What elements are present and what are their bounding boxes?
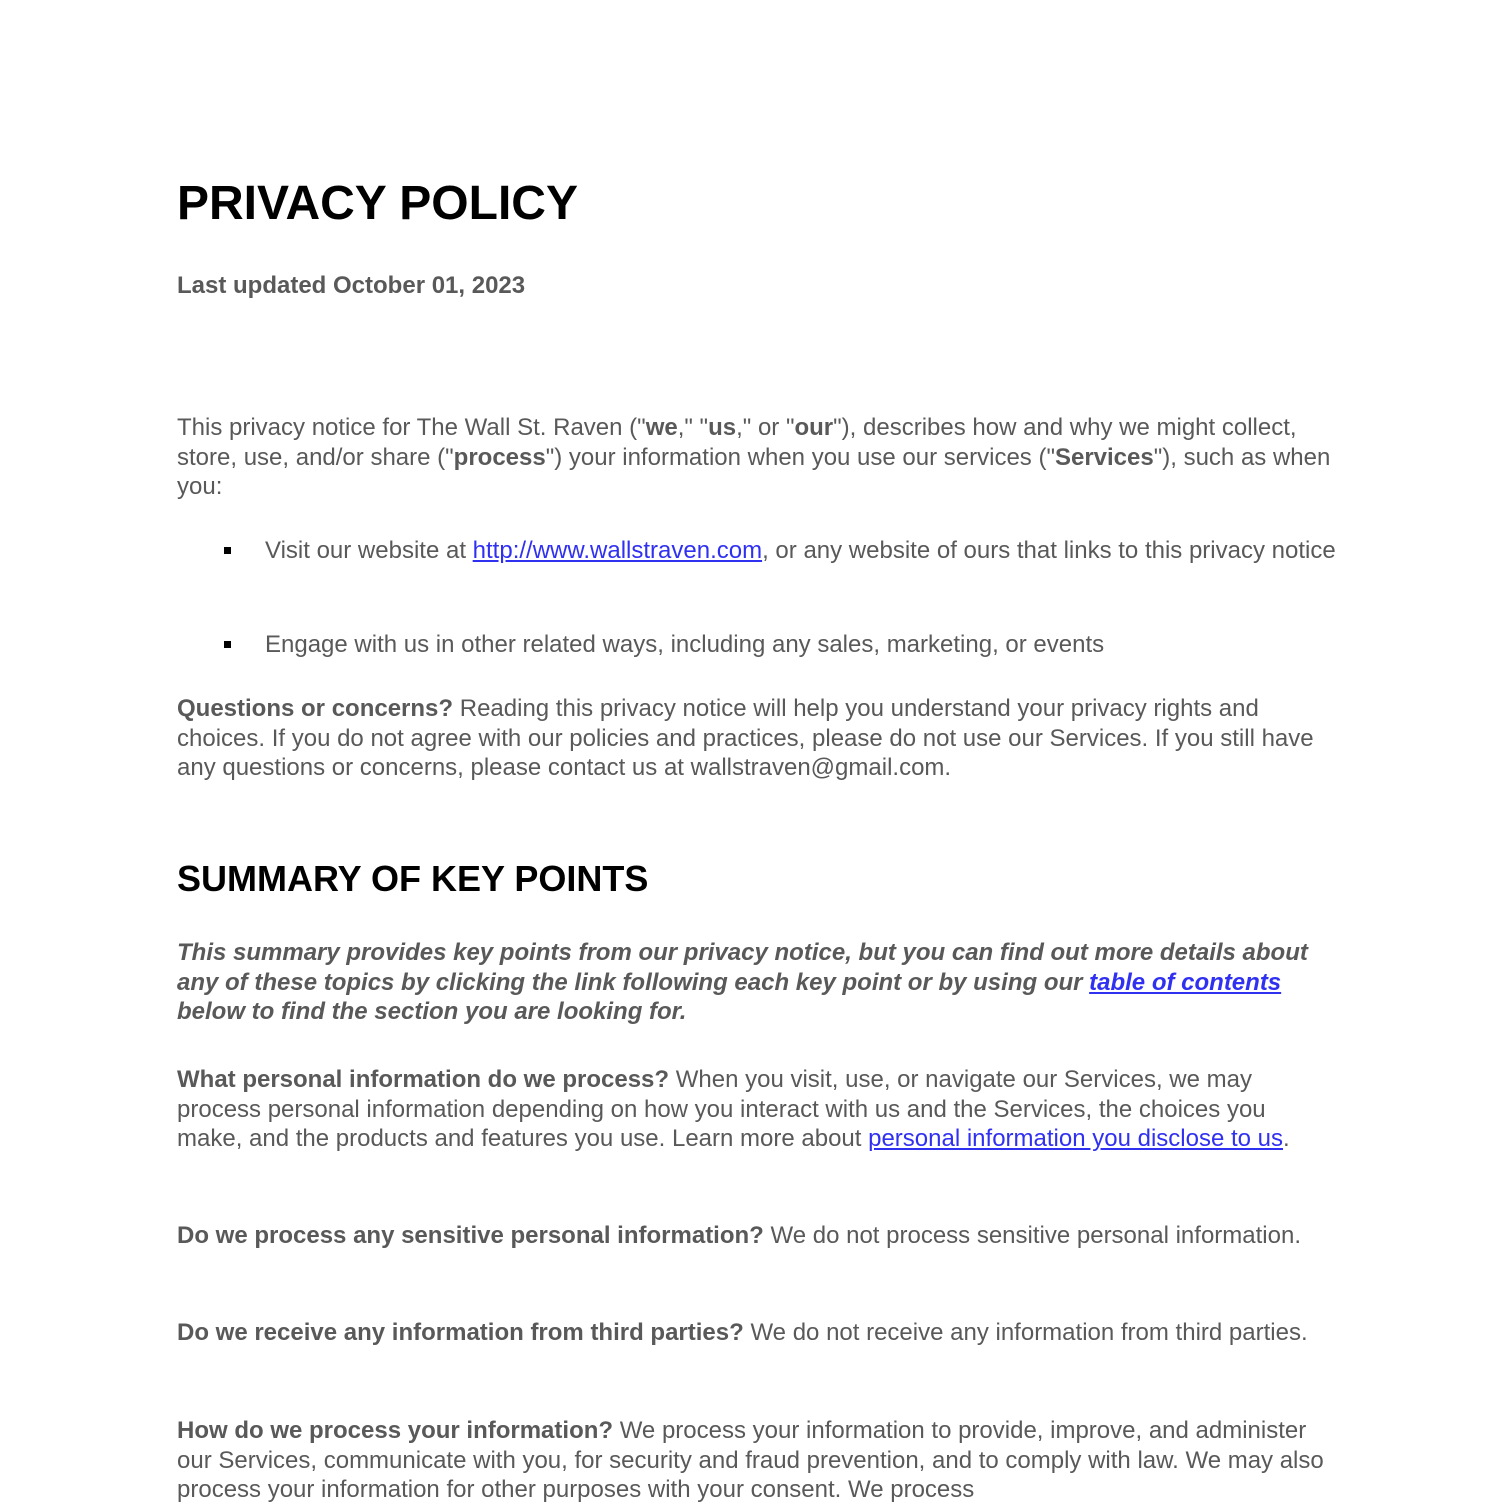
bullet-item-website: Visit our website at http://www.wallstraven.com, or any website of ours that links to this privacy notice [265, 536, 1337, 566]
personal-info-paragraph: What personal information do we process? When you visit, use, or navigate our Services, we may process personal information depending on how you interact with us and the Services, the choices you make, and the products and features you use. Learn more about personal information you disclose to us. [177, 1066, 1290, 1153]
personal-info-link[interactable]: personal information you disclose to us [868, 1125, 1283, 1153]
how-process-question: How do we process your information? [177, 1417, 614, 1444]
table-of-contents-link[interactable]: table of contents [1089, 968, 1282, 996]
intro-bold-services: Services [1054, 443, 1154, 471]
intro-bold-process: process [453, 443, 546, 471]
sensitive-info-question: Do we process any sensitive personal information? [177, 1222, 764, 1249]
questions-paragraph: Questions or concerns? Reading this privacy notice will help you understand your privacy rights and choices. If you do not agree with our policies and practices, please do not use our Services. If you still have any questions or concerns, please contact us at wallstraven@gmail.com. [177, 695, 1314, 782]
bullet-item-engage: Engage with us in other related ways, including any sales, marketing, or events [265, 630, 1337, 660]
document-title: PRIVACY POLICY [177, 177, 578, 230]
intro-bold-us: us [708, 414, 737, 441]
intro-paragraph: This privacy notice for The Wall St. Raven ("we," "us," or "our"), describes how and why we might collect, store, use, and/or share ("process") your information when you use our services ("Services"), such as when you: [177, 414, 1331, 501]
third-party-question: Do we receive any information from third parties? [177, 1319, 744, 1346]
bullet-square-icon [224, 547, 231, 554]
summary-intro-paragraph: This summary provides key points from our privacy notice, but you can find out more details about any of these topics by clicking the link following each key point or by using our table of contents below to find the section you are looking for. [177, 939, 1308, 1026]
bullet-square-icon [224, 641, 231, 648]
document-page [177, 0, 1337, 1504]
website-link[interactable]: http://www.wallstraven.com [472, 537, 763, 564]
intro-bold-we: we [645, 414, 678, 441]
sensitive-info-paragraph: Do we process any sensitive personal information? We do not process sensitive personal information. [177, 1222, 1301, 1249]
intro-bold-our: our [794, 414, 834, 441]
summary-heading: SUMMARY OF KEY POINTS [177, 858, 649, 899]
third-party-paragraph: Do we receive any information from third parties? We do not receive any information from third parties. [177, 1319, 1308, 1346]
last-updated-date: Last updated October 01, 2023 [177, 272, 526, 299]
questions-label: Questions or concerns? [177, 695, 454, 722]
personal-info-question: What personal information do we process? [177, 1066, 670, 1093]
how-process-paragraph: How do we process your information? We process your information to provide, improve, and administer our Services, communicate with you, for security and fraud prevention, and to comply with law. We may also process your information for other purposes with your consent. We process [177, 1417, 1324, 1504]
